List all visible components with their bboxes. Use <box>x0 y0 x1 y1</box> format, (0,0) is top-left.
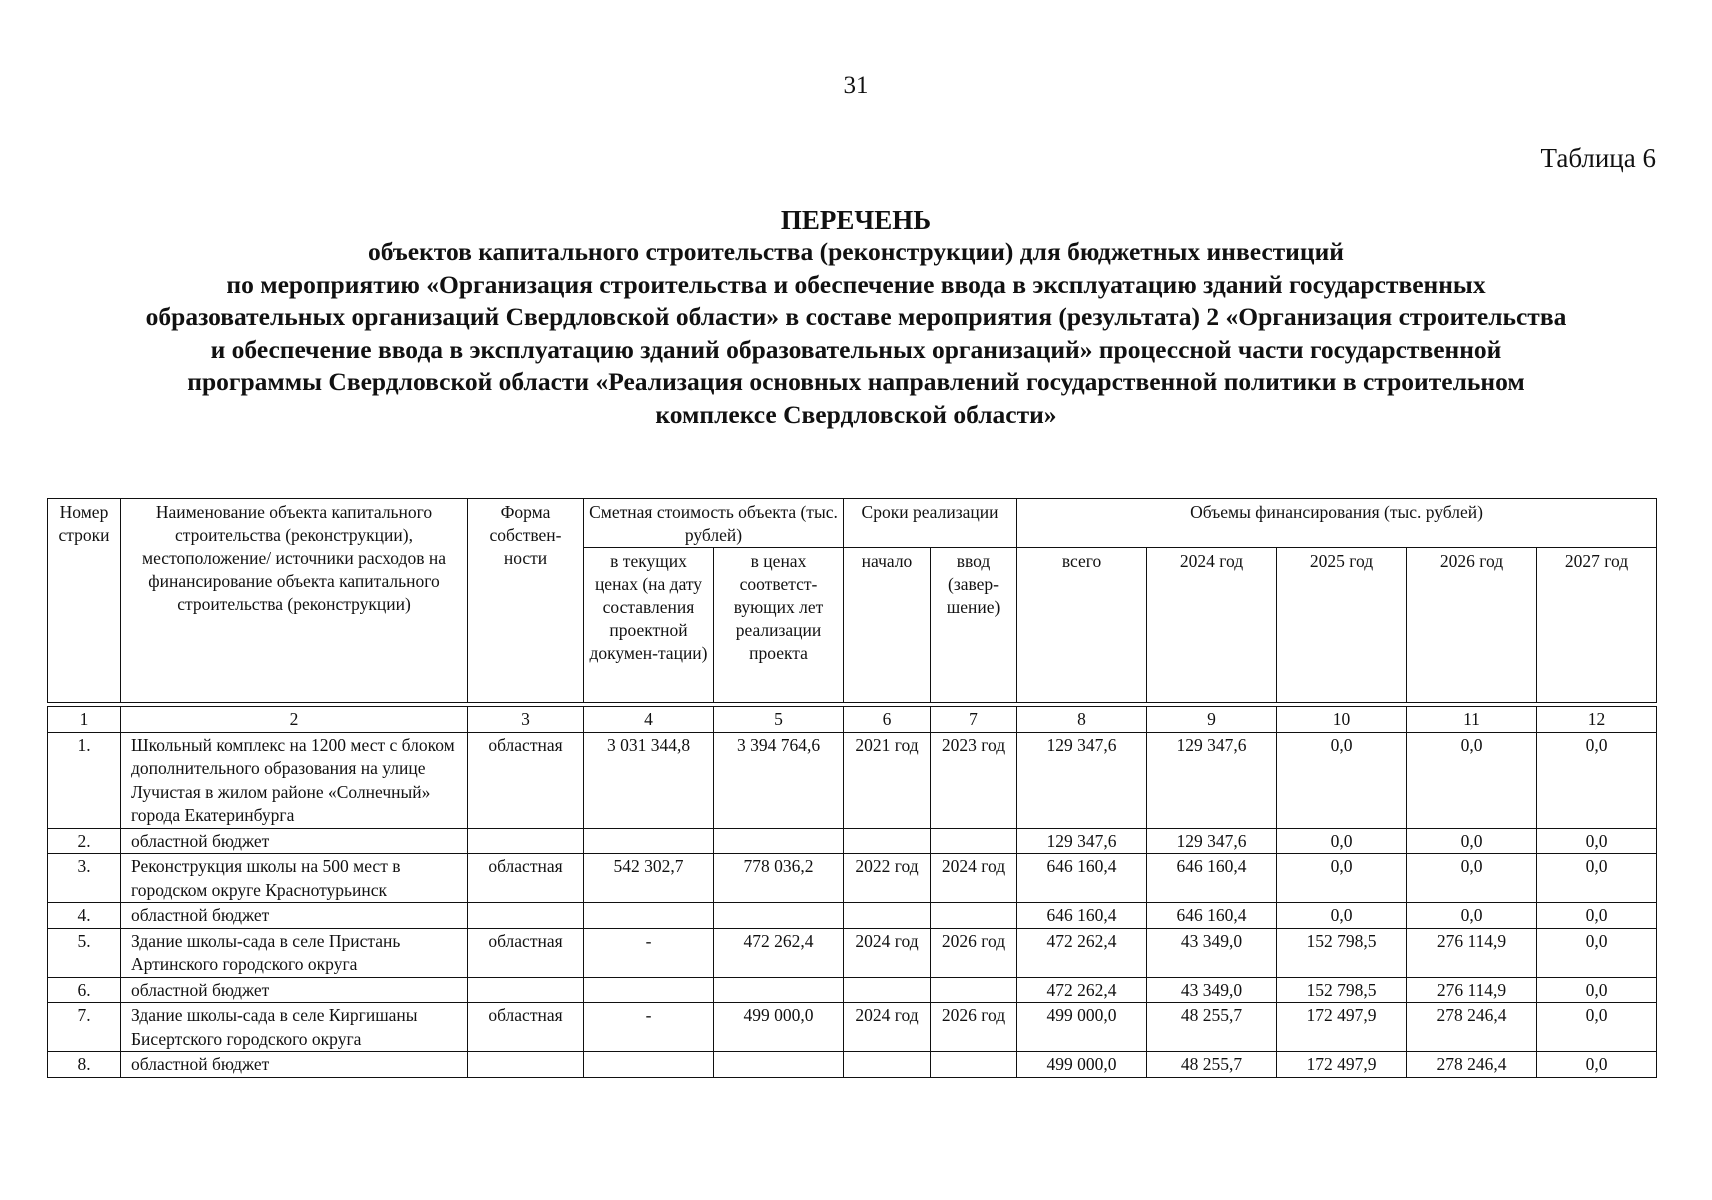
funding-2026: 0,0 <box>1407 903 1537 929</box>
ownership-form <box>468 828 584 854</box>
column-number: 12 <box>1537 707 1657 733</box>
start-year <box>844 977 931 1003</box>
header-estimate-years: в ценах соответст-вующих лет реализации проекта <box>714 548 844 703</box>
column-number: 9 <box>1147 707 1277 733</box>
header-object-name: Наименование объекта капитального строительства (реконструкции), местоположение/ источники расходов на финансирование объекта капитального строительства (реконструкции) <box>121 499 468 703</box>
estimate-current: - <box>584 928 714 977</box>
title-line: образовательных организаций Свердловской области» в составе мероприятия (результата) 2 «Организация строительства <box>145 302 1567 331</box>
estimate-current <box>584 977 714 1003</box>
funding-2024: 43 349,0 <box>1147 928 1277 977</box>
header-ownership: Форма собствен-ности <box>468 499 584 703</box>
funding-2024: 646 160,4 <box>1147 854 1277 903</box>
row-number: 3. <box>48 854 121 903</box>
funding-2024: 646 160,4 <box>1147 903 1277 929</box>
funding-2026: 276 114,9 <box>1407 928 1537 977</box>
start-year: 2022 год <box>844 854 931 903</box>
funding-2026: 278 246,4 <box>1407 1052 1537 1078</box>
row-number: 2. <box>48 828 121 854</box>
estimate-years <box>714 903 844 929</box>
row-number: 7. <box>48 1003 121 1052</box>
estimate-years: 472 262,4 <box>714 928 844 977</box>
title-line: и обеспечение ввода в эксплуатацию зданий образовательных организаций» процессной части государственной <box>210 334 1502 364</box>
table-row <box>48 903 1657 929</box>
end-year <box>931 903 1017 929</box>
ownership-form: областная <box>468 928 584 977</box>
ownership-form <box>468 1052 584 1078</box>
column-number: 7 <box>931 707 1017 733</box>
header-funding: Объемы финансирования (тыс. рублей) <box>1017 499 1657 548</box>
start-year <box>844 903 931 929</box>
end-year <box>931 828 1017 854</box>
start-year: 2021 год <box>844 732 931 828</box>
ownership-form <box>468 977 584 1003</box>
table-row <box>48 928 1657 977</box>
table-row <box>48 828 1657 854</box>
estimate-years: 499 000,0 <box>714 1003 844 1052</box>
estimate-current: - <box>584 1003 714 1052</box>
funding-2025: 172 497,9 <box>1277 1003 1407 1052</box>
funding-2026: 278 246,4 <box>1407 1003 1537 1052</box>
header-start: начало <box>844 548 931 703</box>
title-line: комплексе Свердловской области» <box>655 399 1057 429</box>
start-year: 2024 год <box>844 928 931 977</box>
object-name: Школьный комплекс на 1200 мест с блоком дополнительного образования на улице Лучистая в жилом районе «Солнечный» города Екатеринбурга <box>121 732 468 828</box>
funding-total: 472 262,4 <box>1017 928 1147 977</box>
funding-2027: 0,0 <box>1537 928 1657 977</box>
table-row <box>48 732 1657 828</box>
funding-2026: 0,0 <box>1407 854 1537 903</box>
end-year: 2024 год <box>931 854 1017 903</box>
estimate-years: 3 394 764,6 <box>714 732 844 828</box>
estimate-current <box>584 1052 714 1078</box>
data-table <box>47 706 1657 1078</box>
table-body <box>48 707 1657 1078</box>
end-year <box>931 977 1017 1003</box>
row-number: 4. <box>48 903 121 929</box>
funding-2025: 0,0 <box>1277 903 1407 929</box>
estimate-years <box>714 828 844 854</box>
column-number: 6 <box>844 707 931 733</box>
row-number: 8. <box>48 1052 121 1078</box>
column-number: 11 <box>1407 707 1537 733</box>
header-end: ввод (завер-шение) <box>931 548 1017 703</box>
page-number: 31 <box>843 72 869 99</box>
end-year: 2026 год <box>931 1003 1017 1052</box>
title-line: программы Свердловской области «Реализация основных направлений государственной политики в строительном <box>187 367 1525 396</box>
funding-total: 646 160,4 <box>1017 903 1147 929</box>
end-year <box>931 1052 1017 1078</box>
funding-2027: 0,0 <box>1537 903 1657 929</box>
funding-2026: 0,0 <box>1407 732 1537 828</box>
funding-2026: 0,0 <box>1407 828 1537 854</box>
table-row <box>48 854 1657 903</box>
table-row <box>48 1003 1657 1052</box>
table-row <box>48 1052 1657 1078</box>
object-name: областной бюджет <box>121 977 468 1003</box>
end-year: 2026 год <box>931 928 1017 977</box>
header-2026: 2026 год <box>1407 548 1537 703</box>
title-main: ПЕРЕЧЕНЬ <box>780 205 932 235</box>
object-name: областной бюджет <box>121 1052 468 1078</box>
estimate-current <box>584 828 714 854</box>
column-numbers-row <box>48 707 1657 733</box>
funding-total: 129 347,6 <box>1017 732 1147 828</box>
object-name: областной бюджет <box>121 903 468 929</box>
title-line: объектов капитального строительства (реконструкции) для бюджетных инвестиций <box>368 237 1344 266</box>
header-2027: 2027 год <box>1537 548 1657 703</box>
column-number: 4 <box>584 707 714 733</box>
estimate-current: 3 031 344,8 <box>584 732 714 828</box>
funding-2025: 0,0 <box>1277 732 1407 828</box>
funding-2027: 0,0 <box>1537 732 1657 828</box>
row-number: 5. <box>48 928 121 977</box>
header-total: всего <box>1017 548 1147 703</box>
funding-2027: 0,0 <box>1537 1003 1657 1052</box>
funding-2027: 0,0 <box>1537 1052 1657 1078</box>
estimate-current: 542 302,7 <box>584 854 714 903</box>
funding-2024: 129 347,6 <box>1147 828 1277 854</box>
funding-total: 472 262,4 <box>1017 977 1147 1003</box>
funding-total: 499 000,0 <box>1017 1052 1147 1078</box>
column-number: 10 <box>1277 707 1407 733</box>
object-name: Здание школы-сада в селе Пристань Артинского городского округа <box>121 928 468 977</box>
estimate-years: 778 036,2 <box>714 854 844 903</box>
column-number: 5 <box>714 707 844 733</box>
funding-2025: 152 798,5 <box>1277 977 1407 1003</box>
object-name: Реконструкция школы на 500 мест в городском округе Краснотурьинск <box>121 854 468 903</box>
funding-2025: 172 497,9 <box>1277 1052 1407 1078</box>
ownership-form <box>468 903 584 929</box>
funding-2025: 0,0 <box>1277 854 1407 903</box>
funding-2025: 152 798,5 <box>1277 928 1407 977</box>
funding-total: 499 000,0 <box>1017 1003 1147 1052</box>
start-year: 2024 год <box>844 1003 931 1052</box>
funding-2024: 43 349,0 <box>1147 977 1277 1003</box>
column-number: 2 <box>121 707 468 733</box>
funding-2027: 0,0 <box>1537 977 1657 1003</box>
column-number: 1 <box>48 707 121 733</box>
funding-2025: 0,0 <box>1277 828 1407 854</box>
ownership-form: областная <box>468 1003 584 1052</box>
funding-total: 129 347,6 <box>1017 828 1147 854</box>
object-name: областной бюджет <box>121 828 468 854</box>
start-year <box>844 828 931 854</box>
header-row-number: Номер строки <box>48 499 121 703</box>
start-year <box>844 1052 931 1078</box>
object-name: Здание школы-сада в селе Киргишаны Бисертского городского округа <box>121 1003 468 1052</box>
funding-total: 646 160,4 <box>1017 854 1147 903</box>
header-estimate: Сметная стоимость объекта (тыс. рублей) <box>584 499 844 548</box>
funding-2024: 129 347,6 <box>1147 732 1277 828</box>
estimate-years <box>714 1052 844 1078</box>
ownership-form: областная <box>468 854 584 903</box>
header-terms: Сроки реализации <box>844 499 1017 548</box>
funding-2026: 276 114,9 <box>1407 977 1537 1003</box>
header-estimate-current: в текущих ценах (на дату составления проектной докумен-тации) <box>584 548 714 703</box>
funding-2027: 0,0 <box>1537 828 1657 854</box>
document-title <box>40 204 1672 431</box>
funding-2024: 48 255,7 <box>1147 1003 1277 1052</box>
column-number: 3 <box>468 707 584 733</box>
row-number: 1. <box>48 732 121 828</box>
header-2024: 2024 год <box>1147 548 1277 703</box>
table-header <box>47 498 1657 703</box>
estimate-years <box>714 977 844 1003</box>
title-line: по мероприятию «Организация строительства и обеспечение ввода в эксплуатацию зданий государственных <box>226 269 1486 299</box>
table-label: Таблица 6 <box>1540 143 1656 173</box>
end-year: 2023 год <box>931 732 1017 828</box>
funding-2027: 0,0 <box>1537 854 1657 903</box>
funding-2024: 48 255,7 <box>1147 1052 1277 1078</box>
column-number: 8 <box>1017 707 1147 733</box>
ownership-form: областная <box>468 732 584 828</box>
estimate-current <box>584 903 714 929</box>
row-number: 6. <box>48 977 121 1003</box>
header-2025: 2025 год <box>1277 548 1407 703</box>
table-row <box>48 977 1657 1003</box>
